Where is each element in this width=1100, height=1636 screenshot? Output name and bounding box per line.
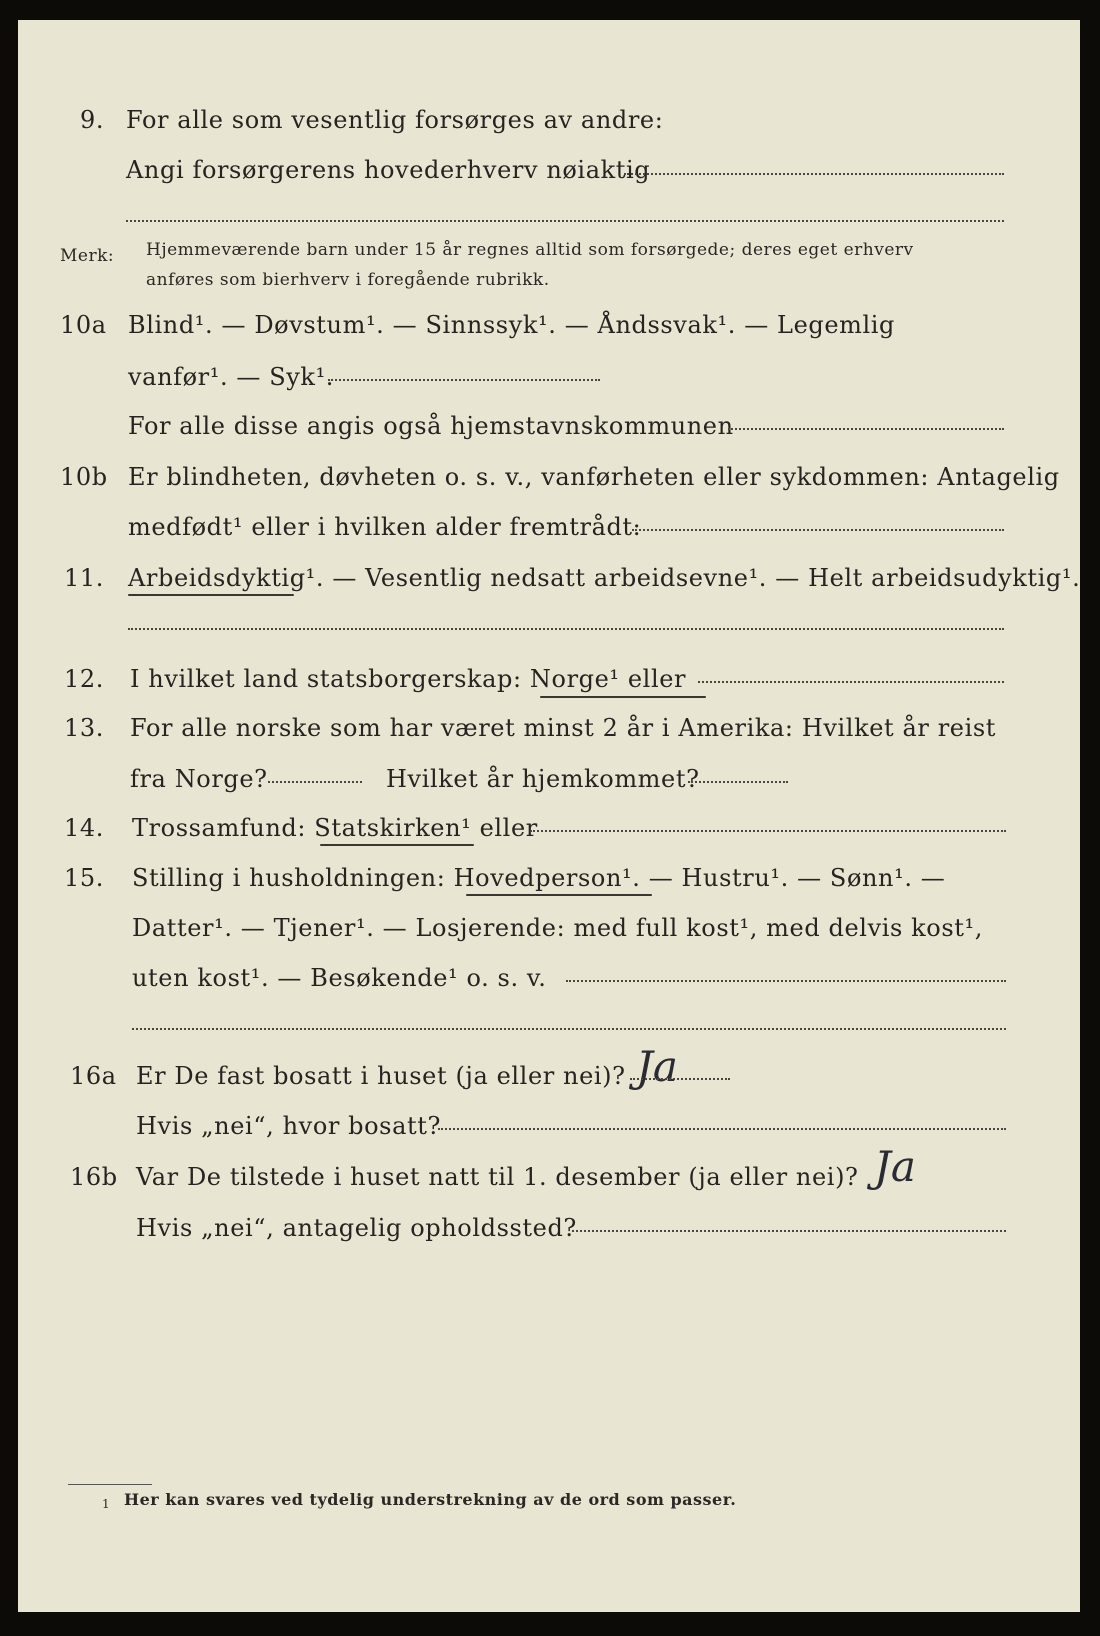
q12-number: 12. (64, 665, 104, 693)
q14-number: 14. (64, 814, 104, 842)
q14-statskirken-underline (320, 844, 474, 846)
q10b-question-cont: medfødt¹ eller i hvilken alder fremtrådt: (128, 513, 642, 541)
footnote-rule (68, 1484, 152, 1485)
q9-answer-line[interactable] (624, 173, 1004, 175)
q12-answer-line[interactable] (698, 681, 1004, 683)
q15-number: 15. (64, 864, 104, 892)
q16b-whereabouts-line[interactable] (572, 1230, 1006, 1232)
q16a-number: 16a (70, 1062, 117, 1090)
q13-returned-label: Hvilket år hjemkommet? (386, 765, 700, 793)
q9-question: For alle som vesentlig forsørges av andre: (126, 106, 664, 134)
q10a-home-municipality-label: For alle disse angis også hjemstavnskommunen (128, 412, 734, 440)
q11-arbeidsdyktig-underline (128, 594, 294, 596)
q11-number: 11. (64, 564, 104, 592)
q13-emigrated-label: fra Norge? (130, 765, 268, 793)
q12-norge-underline (540, 696, 706, 698)
q11-options: Arbeidsdyktig¹. — Vesentlig nedsatt arbeidsevne¹. — Helt arbeidsudyktig¹. (128, 564, 1080, 592)
q16b-question: Var De tilstede i huset natt til 1. desember (ja eller nei)? (136, 1163, 859, 1191)
q15-options-2: Datter¹. — Tjener¹. — Losjerende: med full kost¹, med delvis kost¹, (132, 914, 983, 942)
q16b-whereabouts-label: Hvis „nei“, antagelig opholdssted? (136, 1214, 577, 1242)
q14-answer-line[interactable] (530, 830, 1006, 832)
merk-label: Merk: (60, 246, 115, 266)
q16a-handwritten-answer: Ja (636, 1042, 678, 1091)
q16b-handwritten-answer: Ja (874, 1142, 916, 1191)
merk-text-1: Hjemmeværende barn under 15 år regnes alltid som forsørgede; deres eget erhverv (146, 240, 914, 260)
q12-question: I hvilket land statsborgerskap: Norge¹ eller (130, 665, 687, 693)
q10a-municipality-line[interactable] (728, 428, 1004, 430)
q15-options-3: uten kost¹. — Besøkende¹ o. s. v. (132, 964, 547, 992)
q13-number: 13. (64, 714, 104, 742)
q16b-number: 16b (70, 1163, 118, 1191)
q16a-question: Er De fast bosatt i huset (ja eller nei)? (136, 1062, 626, 1090)
q13-emigrated-line[interactable] (268, 781, 362, 783)
q14-question: Trossamfund: Statskirken¹ eller (132, 814, 538, 842)
q15-hovedperson-underline (466, 894, 652, 896)
q13-returned-line[interactable] (688, 781, 788, 783)
q13-question: For alle norske som har været minst 2 år i Amerika: Hvilket år reist (130, 714, 997, 742)
q10b-answer-line[interactable] (632, 529, 1004, 531)
q11-answer-line[interactable] (128, 628, 1004, 630)
q9-number: 9. (80, 106, 105, 134)
q16a-answer-line[interactable] (630, 1078, 730, 1080)
q9-provider-occupation-label: Angi forsørgerens hovederhverv nøiaktig (126, 156, 651, 184)
q10a-question: Blind¹. — Døvstum¹. — Sinnssyk¹. — Åndssvak¹. — Legemlig (128, 311, 896, 339)
census-form-page (18, 20, 1080, 1612)
q10b-question: Er blindheten, døvheten o. s. v., vanførheten eller sykdommen: Antagelig (128, 463, 1060, 491)
q15-answer-line-2[interactable] (132, 1028, 1006, 1030)
q10a-question-cont: vanfør¹. — Syk¹. (128, 363, 335, 391)
q16a-where-label: Hvis „nei“, hvor bosatt? (136, 1112, 441, 1140)
footnote-text: Her kan svares ved tydelig understrekning av de ord som passer. (124, 1490, 737, 1509)
q15-question: Stilling i husholdningen: Hovedperson¹. — Hustru¹. — Sønn¹. — (132, 864, 946, 892)
footnote-mark: 1 (102, 1497, 111, 1511)
q10a-answer-line[interactable] (328, 379, 600, 381)
q9-answer-line-2[interactable] (126, 220, 1004, 222)
merk-text-2: anføres som bierhverv i foregående rubrikk. (146, 270, 550, 290)
q10b-number: 10b (60, 463, 108, 491)
q10a-number: 10a (60, 311, 107, 339)
q15-answer-line[interactable] (566, 980, 1006, 982)
q16a-where-line[interactable] (438, 1128, 1006, 1130)
